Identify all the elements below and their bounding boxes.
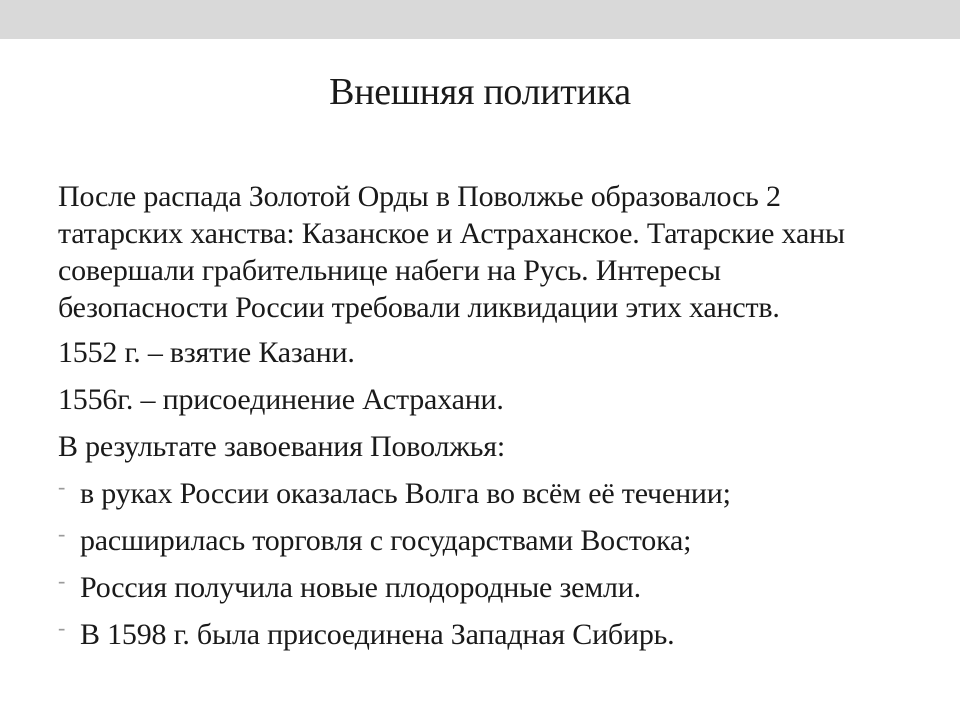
results-heading: В результате завоевания Поволжья: (58, 430, 505, 463)
result-item-text: Россия получила новые плодородные земли. (80, 571, 641, 604)
event-kazan: 1552 г. – взятие Казани. (58, 336, 355, 369)
result-item-trade (58, 522, 878, 559)
event-astrakhan: 1556г. – присоединение Астрахани. (58, 383, 504, 416)
result-item-volga (58, 475, 878, 512)
slide-body (58, 178, 878, 663)
result-item-lands (58, 569, 878, 606)
result-item-text: расширилась торговля с государствами Востока; (80, 524, 692, 557)
result-item-text: в руках России оказалась Волга во всём её течении; (80, 477, 731, 510)
slide-header-bar (0, 0, 960, 39)
slide-title: Внешняя политика (329, 71, 631, 113)
dash-bullet-icon: - (58, 568, 66, 593)
dash-bullet-icon: - (58, 474, 66, 499)
dash-bullet-icon: - (58, 521, 66, 546)
result-item-text: В 1598 г. была присоединена Западная Сибирь. (80, 618, 675, 651)
dash-bullet-icon: - (58, 615, 66, 640)
result-item-siberia (58, 616, 878, 653)
intro-paragraph: После распада Золотой Орды в Поволжье образовалось 2 татарских ханства: Казанское и Астраханское. Татарские ханы совершали грабительнице набеги на Русь. Интересы безопасности России требовали ликвидации этих ханств. (58, 180, 845, 324)
